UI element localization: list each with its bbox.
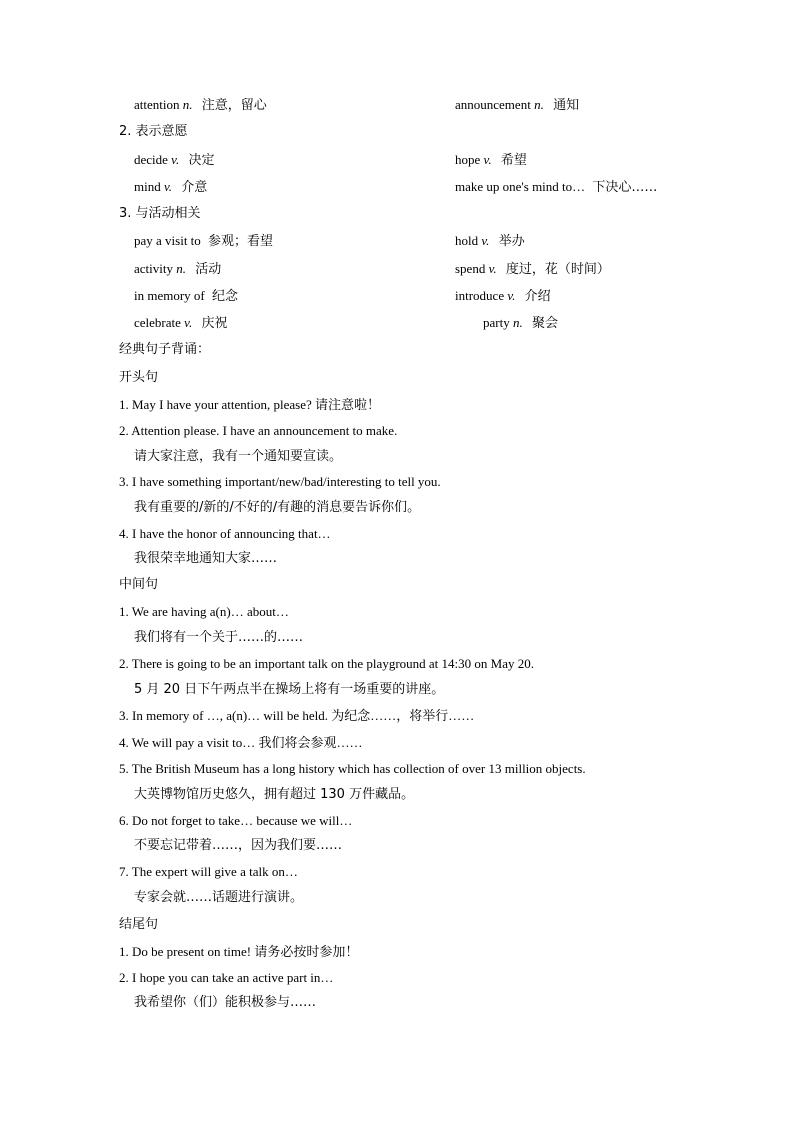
vocab-meaning: 活动 [195, 262, 222, 277]
opening-sentence-3-cn: 我有重要的/新的/不好的/有趣的消息要告诉你们。 [134, 500, 421, 515]
vocab-meaning: 希望 [500, 153, 527, 168]
opening-sentence-2-cn: 请大家注意，我有一个通知要宣读。 [134, 449, 343, 464]
vocab-hold [455, 233, 525, 250]
vocab-meaning: 决定 [188, 153, 215, 168]
vocab-word: attention [134, 97, 180, 112]
vocab-word: mind [134, 179, 161, 194]
middle-sentence-5: 5. The British Museum has a long history which has collection of over 13 million objects. [119, 761, 586, 776]
closing-sentence-1: 1. Do be present on time! 请务必按时参加！ [119, 944, 359, 959]
middle-sentence-1-cn: 我们将有一个关于……的…… [134, 630, 304, 645]
vocab-meaning: 介绍 [524, 289, 551, 304]
vocab-pos: n. [182, 97, 193, 112]
vocab-meaning: 纪念 [212, 289, 239, 304]
vocab-pay-a-visit [134, 233, 273, 250]
vocab-pos: n. [512, 315, 523, 330]
closing-sentence-2-cn: 我希望你（们）能积极参与…… [134, 995, 317, 1010]
middle-sentence-2: 2. There is going to be an important talk on the playground at 14:30 on May 20. [119, 656, 534, 671]
vocab-introduce [455, 288, 551, 305]
vocab-pos: v. [171, 152, 180, 167]
vocab-word: spend [455, 261, 486, 276]
vocab-make-up-mind [455, 179, 657, 196]
vocab-word: hold [455, 233, 479, 248]
vocab-announcement [455, 97, 579, 114]
vocab-word: activity [134, 261, 173, 276]
vocab-spend [455, 261, 610, 278]
vocab-meaning: 介意 [181, 180, 208, 195]
opening-heading: 开头句 [119, 370, 159, 385]
closing-heading: 结尾句 [119, 917, 159, 932]
opening-sentence-4: 4. I have the honor of announcing that… [119, 526, 331, 541]
vocab-pos: n. [534, 97, 544, 112]
middle-sentence-5-cn: 大英博物馆历史悠久，拥有超过 130 万件藏品。 [134, 787, 415, 802]
vocab-pos: v. [184, 315, 193, 330]
vocab-pos: v. [163, 179, 173, 194]
vocab-meaning: 举办 [498, 234, 525, 249]
vocab-meaning: 参观；看望 [208, 234, 274, 249]
middle-sentence-2-cn: 5 月 20 日下午两点半在操场上将有一场重要的讲座。 [134, 682, 445, 697]
middle-sentence-1: 1. We are having a(n)… about… [119, 604, 289, 619]
vocab-meaning: 聚会 [531, 316, 558, 331]
middle-sentence-4: 4. We will pay a visit to… 我们将会参观…… [119, 735, 363, 750]
vocab-word: in memory of [134, 288, 205, 303]
opening-sentence-1: 1. May I have your attention, please? 请注意啦！ [119, 397, 381, 412]
vocab-meaning: 下决心…… [592, 180, 658, 195]
vocab-word: party [483, 315, 510, 330]
vocab-word: pay a visit to [134, 233, 201, 248]
opening-sentence-3: 3. I have something important/new/bad/interesting to tell you. [119, 474, 441, 489]
vocab-in-memory-of [134, 288, 238, 305]
vocab-mind [134, 179, 207, 196]
vocab-decide [134, 152, 215, 169]
vocab-pos: n. [176, 261, 186, 276]
vocab-meaning: 庆祝 [201, 316, 228, 331]
classic-sentences-heading: 经典句子背诵： [119, 342, 211, 357]
vocab-pos: v. [488, 261, 497, 276]
vocab-word: make up one's mind to… [455, 179, 586, 194]
middle-sentence-3: 3. In memory of …, a(n)… will be held. 为纪念……，将举行…… [119, 708, 475, 723]
middle-sentence-7-cn: 专家会就……话题进行演讲。 [134, 890, 304, 905]
vocab-word: introduce [455, 288, 505, 303]
vocab-celebrate [134, 315, 227, 332]
closing-sentence-2: 2. I hope you can take an active part in… [119, 970, 334, 985]
vocab-word: hope [455, 152, 481, 167]
vocab-hope [455, 152, 527, 169]
middle-sentence-6: 6. Do not forget to take… because we will… [119, 813, 353, 828]
vocab-meaning: 注意，留心 [201, 98, 267, 113]
vocab-pos: v. [507, 288, 516, 303]
vocab-party [483, 315, 558, 332]
vocab-pos: v. [481, 233, 490, 248]
vocab-activity [134, 261, 221, 278]
opening-sentence-2: 2. Attention please. I have an announcement to make. [119, 423, 398, 438]
middle-heading: 中间句 [119, 577, 159, 592]
vocab-attention [134, 97, 267, 114]
vocab-pos: v. [483, 152, 492, 167]
section-heading-activities: 3. 与活动相关 [119, 206, 201, 221]
opening-sentence-4-cn: 我很荣幸地通知大家…… [134, 551, 278, 566]
middle-sentence-6-cn: 不要忘记带着……，因为我们要…… [134, 838, 343, 853]
vocab-word: decide [134, 152, 168, 167]
middle-sentence-7: 7. The expert will give a talk on… [119, 864, 298, 879]
section-heading-willingness: 2. 表示意愿 [119, 124, 188, 139]
vocab-meaning: 通知 [553, 98, 580, 113]
vocab-word: announcement [455, 97, 531, 112]
vocab-meaning: 度过，花（时间） [505, 262, 610, 277]
vocab-word: celebrate [134, 315, 181, 330]
